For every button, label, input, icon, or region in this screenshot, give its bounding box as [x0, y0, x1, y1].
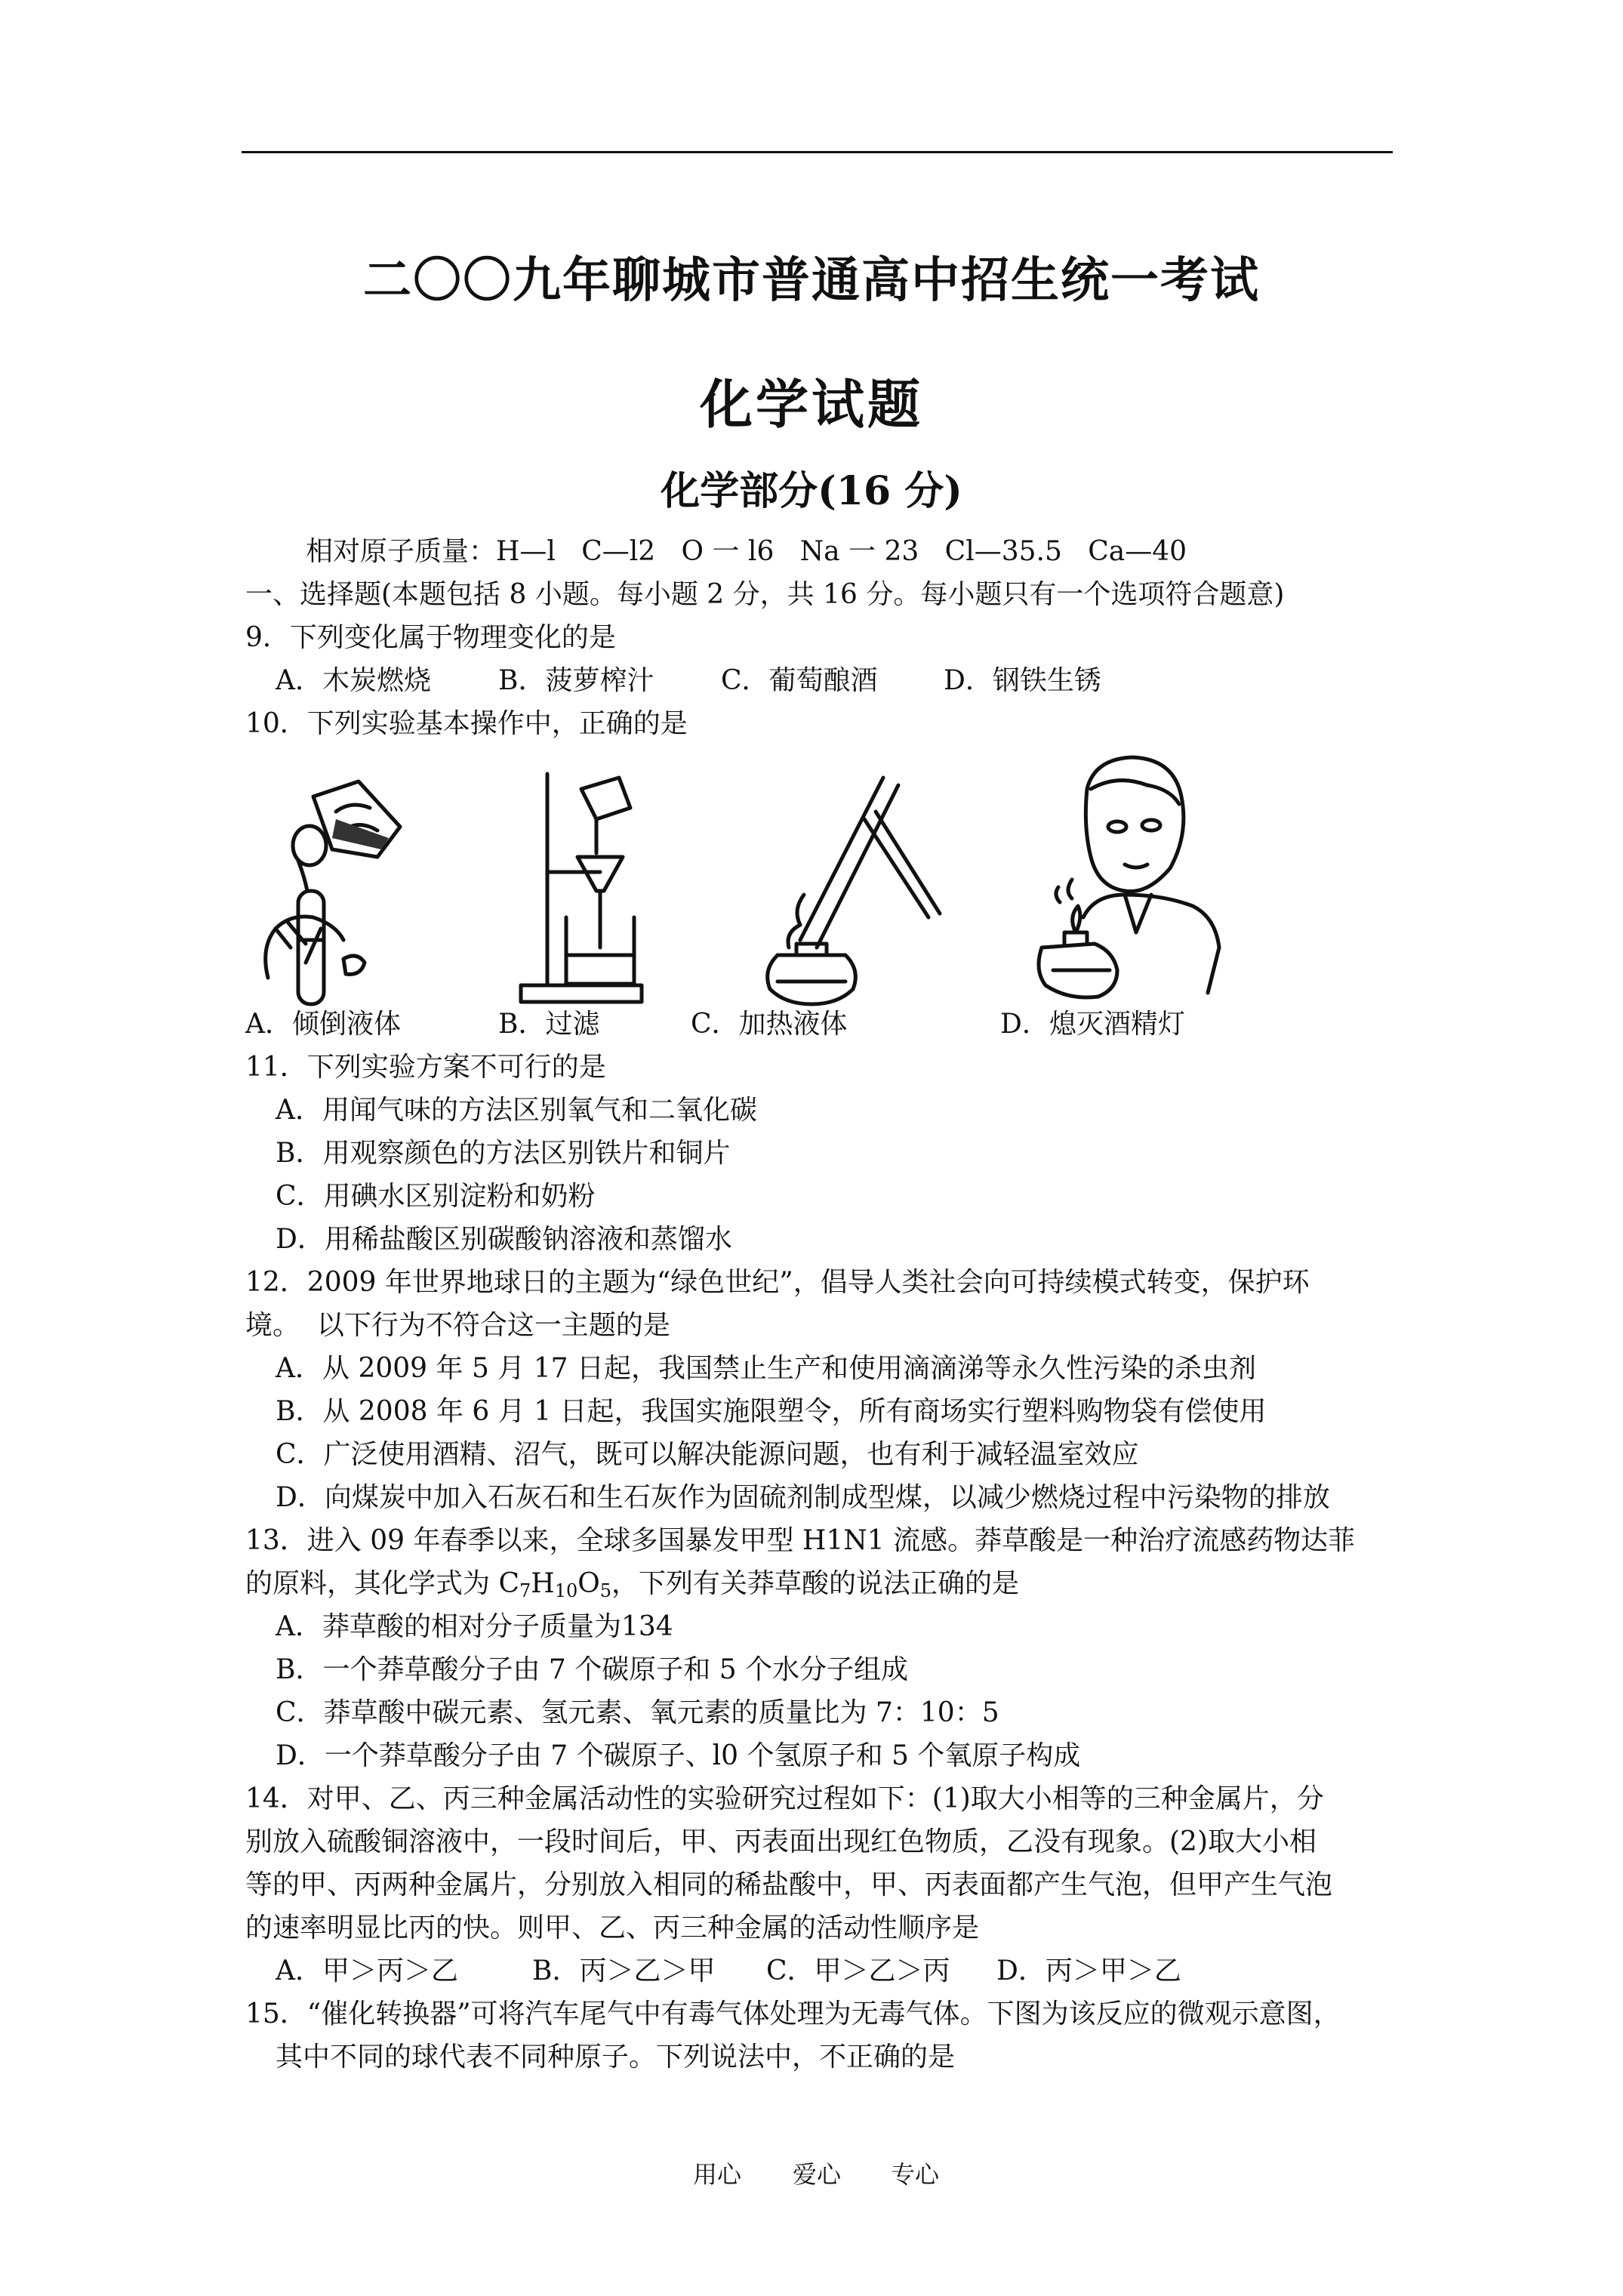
q14-option-a: A．甲＞丙＞乙: [276, 1955, 458, 1986]
section-title: 化学部分(16 分): [661, 468, 962, 514]
q14-line2: 别放入硫酸铜溶液中，一段时间后，甲、丙表面出现红色物质，乙没有现象。(2)取大小相: [245, 1826, 1317, 1857]
q15-line1: 15．“催化转换器”可将汽车尾气中有毒气体处理为无毒气体。下图为该反应的微观示意图，: [245, 1999, 1341, 2029]
q13-option-c: C．莽草酸中碳元素、氢元素、氧元素的质量比为 7：10：5: [276, 1697, 999, 1728]
q14-option-d: D．丙＞甲＞乙: [996, 1955, 1181, 1986]
q10-option-a: A．倾倒液体: [245, 1009, 401, 1040]
formula-h: H: [531, 1568, 555, 1599]
q10-option-c: C．加热液体: [691, 1009, 848, 1040]
q9-option-a: A．木炭燃烧: [276, 665, 431, 696]
q12-option-a: A．从 2009 年 5 月 17 日起，我国禁止生产和使用滴滴涕等永久性污染的杀虫剂: [276, 1353, 1256, 1384]
q13-option-d: D．一个莽草酸分子由 7 个碳原子、l0 个氢原子和 5 个氧原子构成: [276, 1740, 1081, 1771]
q14-option-c: C．甲＞乙＞丙: [766, 1955, 950, 1986]
q10-options: [0, 1006, 1623, 1043]
q14-line3: 等的甲、丙两种金属片，分别放入相同的稀盐酸中，甲、丙表面都产生气泡，但甲产生气泡: [245, 1869, 1333, 1900]
q13-stem-line2-b: ，下列有关莽草酸的说法正确的是: [611, 1568, 1020, 1599]
footer-item-2: 爱心: [793, 2160, 842, 2189]
q12-option-d: D．向煤炭中加入石灰石和生石灰作为固硫剂制成型煤，以减少燃烧过程中污染物的排放: [276, 1482, 1330, 1513]
q12-stem-line1: 12．2009 年世界地球日的主题为“绿色世纪”，倡导人类社会向可持续模式转变，保护环: [245, 1267, 1310, 1298]
q9-option-c: C．葡萄酿酒: [721, 665, 878, 696]
q12-option-c: C．广泛使用酒精、沼气，既可以解决能源问题，也有利于减轻温室效应: [276, 1439, 1139, 1470]
q10-stem: 10．下列实验基本操作中，正确的是: [245, 708, 688, 739]
atomic-masses: 相对原子质量：H—l C—l2 O 一 l6 Na 一 23 Cl—35.5 Ca—40: [306, 536, 1187, 567]
q11-option-a: A．用闻气味的方法区别氧气和二氧化碳: [276, 1095, 757, 1126]
q9-option-b: B．菠萝榨汁: [498, 665, 654, 696]
q13-stem-line1: 13．进入 09 年春季以来，全球多国暴发甲型 H1N1 流感。莽草酸是一种治疗流感药物达菲: [245, 1525, 1356, 1556]
q15-line2: 其中不同的球代表不同种原子。下列说法中，不正确的是: [276, 2042, 956, 2073]
q10-option-b: B．过滤: [498, 1009, 600, 1040]
q12-stem-line2: 境。 以下行为不符合这一主题的是: [245, 1310, 670, 1341]
footer-item-3: 专心: [891, 2160, 940, 2189]
exam-subtitle: 化学试题: [700, 373, 923, 436]
q11-option-c: C．用碘水区别淀粉和奶粉: [276, 1181, 596, 1212]
q9-option-d: D．钢铁生锈: [944, 665, 1101, 696]
q14-option-b: B．丙＞乙＞甲: [532, 1955, 716, 1986]
formula-o: O: [577, 1568, 600, 1599]
q14-options: [0, 1953, 1623, 1989]
filtration-figure: [491, 766, 672, 1008]
heating-liquid-figure: [732, 766, 959, 1008]
q13-option-a: A．莽草酸的相对分子质量为134: [276, 1611, 673, 1642]
q9-stem: 9．下列变化属于物理变化的是: [245, 622, 616, 653]
q11-option-b: B．用观察颜色的方法区别铁片和铜片: [276, 1138, 731, 1169]
q13-option-b: B．一个莽草酸分子由 7 个碳原子和 5 个水分子组成: [276, 1654, 909, 1685]
section-intro: 一、选择题(本题包括 8 小题。每小题 2 分，共 16 分。每小题只有一个选项符合题意): [245, 579, 1285, 610]
q11-option-d: D．用稀盐酸区别碳酸钠溶液和蒸馏水: [276, 1224, 732, 1255]
q9-options: [0, 663, 1623, 699]
pouring-liquid-figure: [245, 766, 427, 1008]
q13-stem-line2-a: 的原料，其化学式为 C: [245, 1568, 519, 1599]
q14-line4: 的速率明显比丙的快。则甲、乙、丙三种金属的活动性顺序是: [245, 1912, 980, 1943]
q11-stem: 11．下列实验方案不可行的是: [245, 1052, 606, 1083]
q12-option-b: B．从 2008 年 6 月 1 日起，我国实施限塑令，所有商场实行塑料购物袋有偿使用: [276, 1396, 1267, 1427]
formula-sub-c: 7: [519, 1580, 531, 1601]
extinguish-lamp-figure: [1012, 744, 1238, 1008]
footer-item-1: 用心: [693, 2160, 742, 2189]
header-rule: [242, 151, 1393, 153]
q10-option-d: D．熄灭酒精灯: [1000, 1009, 1185, 1040]
formula-sub-o: 5: [599, 1580, 612, 1601]
q14-line1: 14．对甲、乙、丙三种金属活动性的实验研究过程如下：(1)取大小相等的三种金属片，分: [245, 1783, 1324, 1814]
exam-title: 二〇〇九年聊城市普通高中招生统一考试: [363, 252, 1260, 309]
formula-sub-h: 10: [554, 1580, 578, 1601]
q13-stem-line2: [245, 1566, 1019, 1609]
